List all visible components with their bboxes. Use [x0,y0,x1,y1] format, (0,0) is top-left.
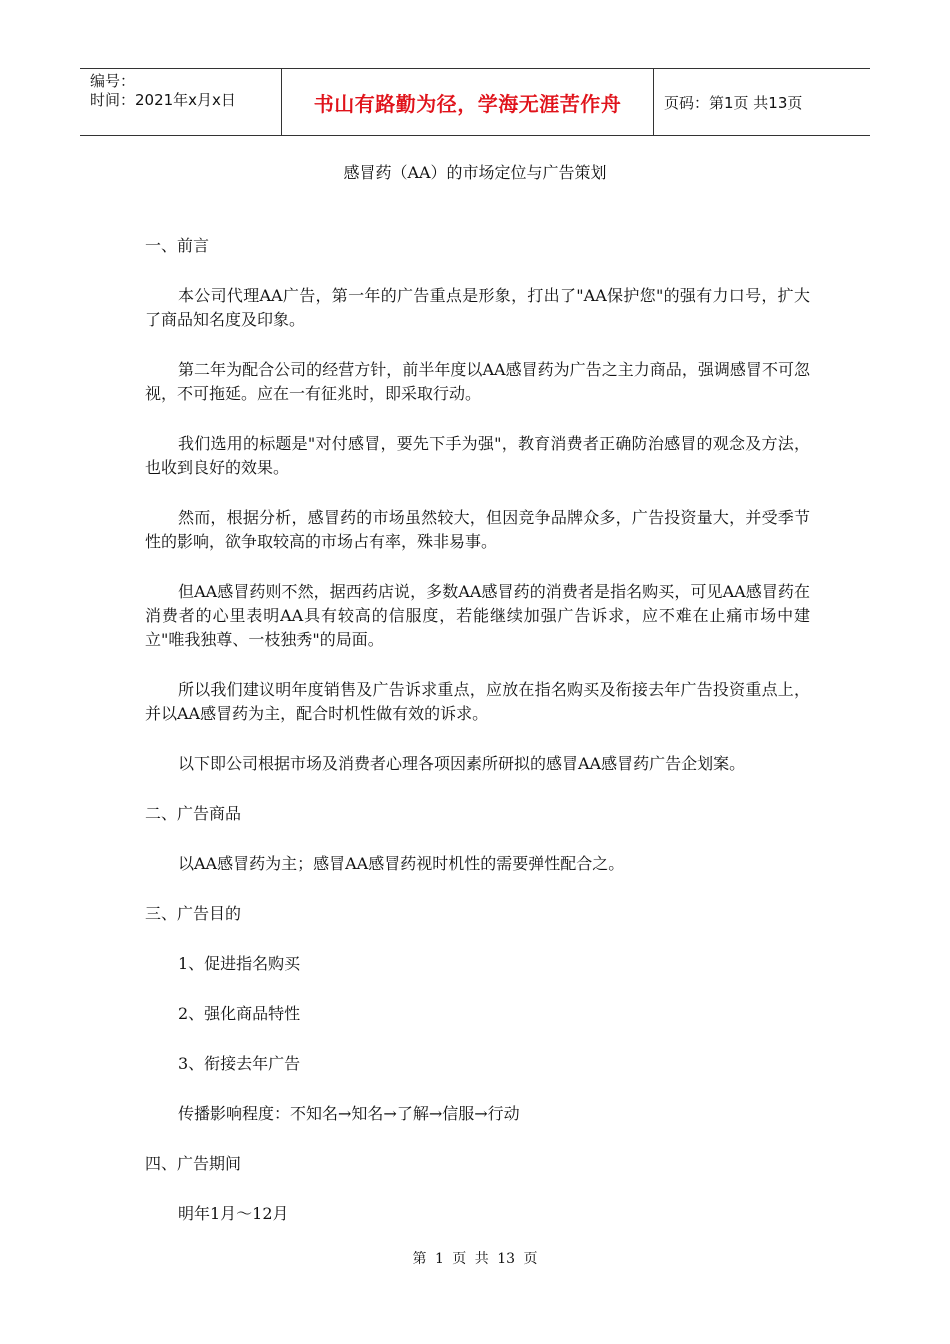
header-motto: 书山有路勤为径，学海无涯苦作舟 [281,69,654,135]
paragraph: 所以我们建议明年度销售及广告诉求重点，应放在指名购买及衔接去年广告投资重点上，并以AA感冒药为主，配合时机性做有效的诉求。 [145,680,810,723]
list-item: 3、衔接去年广告 [178,1054,301,1073]
paragraph: 第二年为配合公司的经营方针，前半年度以AA感冒药为广告之主力商品，强调感冒不可忽视，不可拖延。应在一有征兆时，即采取行动。 [145,360,810,403]
paragraph: 以下即公司根据市场及消费者心理各项因素所研拟的感冒AA感冒药广告企划案。 [178,754,746,773]
header-page-info: 页码：第1页 共13页 [664,93,803,112]
section-heading: 二、广告商品 [145,804,242,823]
paragraph: 我们选用的标题是"对付感冒，要先下手为强"，教育消费者正确防治感冒的观念及方法，也收到良好的效果。 [145,434,810,477]
paragraph: 然而，根据分析，感冒药的市场虽然较大，但因竞争品牌众多，广告投资量大，并受季节性的影响，欲争取较高的市场占有率，殊非易事。 [145,508,810,551]
list-item: 2、强化商品特性 [178,1004,301,1023]
list-item: 明年1月～12月 [178,1204,289,1223]
page-header [80,68,870,136]
paragraph: 本公司代理AA广告，第一年的广告重点是形象，打出了"AA保护您"的强有力口号，扩大了商品知名度及印象。 [145,286,810,329]
paragraph: 以AA感冒药为主；感冒AA感冒药视时机性的需要弹性配合之。 [178,854,625,873]
section-heading: 四、广告期间 [145,1154,242,1173]
section-heading: 三、广告目的 [145,904,242,923]
number-label: 编号： [90,72,136,90]
list-item: 传播影响程度：不知名→知名→了解→信服→行动 [178,1104,520,1123]
time-label: 时间：2021年x月x日 [90,91,236,109]
header-meta [80,69,281,135]
list-item: 1、促进指名购买 [178,954,301,973]
document-title: 感冒药（AA）的市场定位与广告策划 [343,163,607,182]
paragraph: 但AA感冒药则不然，据西药店说，多数AA感冒药的消费者是指名购买，可见AA感冒药在消费者的心里表明AA具有较高的信服度，若能继续加强广告诉求，应不难在止痛市场中建立"唯我独尊、一枝独秀"的局面。 [145,582,810,649]
page-footer: 第 1 页 共 13 页 [412,1251,538,1267]
document-body [145,234,810,1252]
section-heading: 一、前言 [145,236,210,255]
